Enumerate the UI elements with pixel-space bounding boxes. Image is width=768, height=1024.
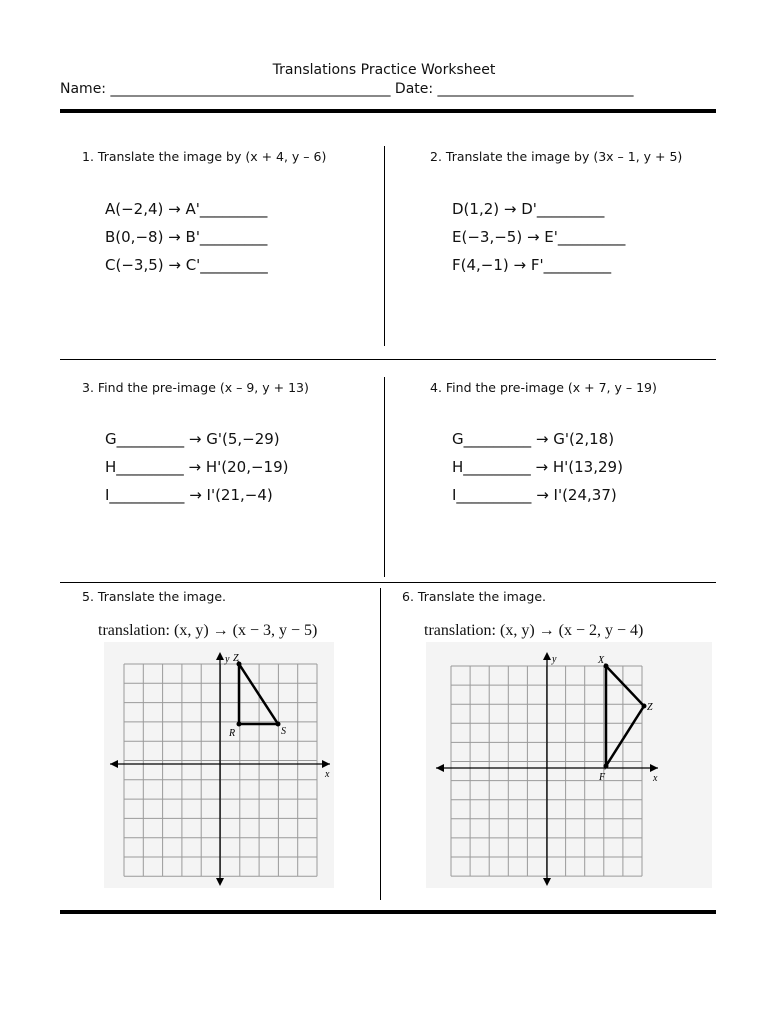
q6-label-x: X <box>598 655 605 666</box>
top-divider <box>60 109 716 113</box>
q2-line-e[interactable]: E(−3,−5) → E'_________ <box>452 228 626 246</box>
q5-grid-bg <box>104 642 334 888</box>
q6-translation: translation: (x, y) → (x − 2, y − 4) <box>424 622 644 639</box>
q6-point-z <box>642 704 647 709</box>
q3-line-g[interactable]: G_________ → G'(5,−29) <box>105 430 280 448</box>
worksheet-title: Translations Practice Worksheet <box>272 62 496 78</box>
q2-prompt: 2. Translate the image by (3x – 1, y + 5) <box>430 149 683 164</box>
q5-point-s <box>276 722 281 727</box>
q1-line-b[interactable]: B(0,−8) → B'_________ <box>105 228 268 246</box>
q4-line-i[interactable]: I__________ → I'(24,37) <box>452 486 617 504</box>
q3-prompt: 3. Find the pre-image (x – 9, y + 13) <box>82 380 309 395</box>
name-date-line[interactable]: Name: ________________________________________ Date: ____________________________ <box>60 81 634 97</box>
q1-line-a[interactable]: A(−2,4) → A'_________ <box>105 200 268 218</box>
q6-y-label: y <box>552 654 557 665</box>
q5-translation: translation: (x, y) → (x − 3, y − 5) <box>98 622 318 639</box>
q4-line-g[interactable]: G_________ → G'(2,18) <box>452 430 615 448</box>
q5-x-label: x <box>325 769 330 780</box>
q3-line-i[interactable]: I__________ → I'(21,−4) <box>105 486 273 504</box>
row1-bottom-rule <box>60 359 716 360</box>
q6-prompt: 6. Translate the image. <box>402 589 547 604</box>
q5-y-label: y <box>225 654 230 665</box>
q6-grid-bg <box>426 642 712 888</box>
q1-prompt: 1. Translate the image by (x + 4, y – 6) <box>82 149 327 164</box>
q5-prompt: 5. Translate the image. <box>82 589 227 604</box>
row2-bottom-rule <box>60 582 716 583</box>
q5-coordinate-grid[interactable] <box>100 640 340 890</box>
q2-line-f[interactable]: F(4,−1) → F'_________ <box>452 256 612 274</box>
q3-line-h[interactable]: H_________ → H'(20,−19) <box>105 458 289 476</box>
q6-point-x <box>604 664 609 669</box>
q5-label-s: S <box>281 726 286 737</box>
q5-point-r <box>237 722 242 727</box>
row3-divider <box>380 588 381 900</box>
q6-point-f <box>604 764 609 769</box>
q6-x-label: x <box>653 773 658 784</box>
row1-divider <box>384 146 385 346</box>
q6-label-z: Z <box>647 702 653 713</box>
q4-line-h[interactable]: H_________ → H'(13,29) <box>452 458 623 476</box>
q4-prompt: 4. Find the pre-image (x + 7, y – 19) <box>430 380 657 395</box>
q5-label-r: R <box>229 728 236 739</box>
q1-line-c[interactable]: C(−3,5) → C'_________ <box>105 256 268 274</box>
q2-line-d[interactable]: D(1,2) → D'_________ <box>452 200 605 218</box>
bottom-divider <box>60 910 716 914</box>
q5-label-z: Z <box>233 653 239 664</box>
q6-coordinate-grid[interactable] <box>426 640 716 890</box>
row2-divider <box>384 377 385 577</box>
q6-label-f: F <box>599 772 606 783</box>
